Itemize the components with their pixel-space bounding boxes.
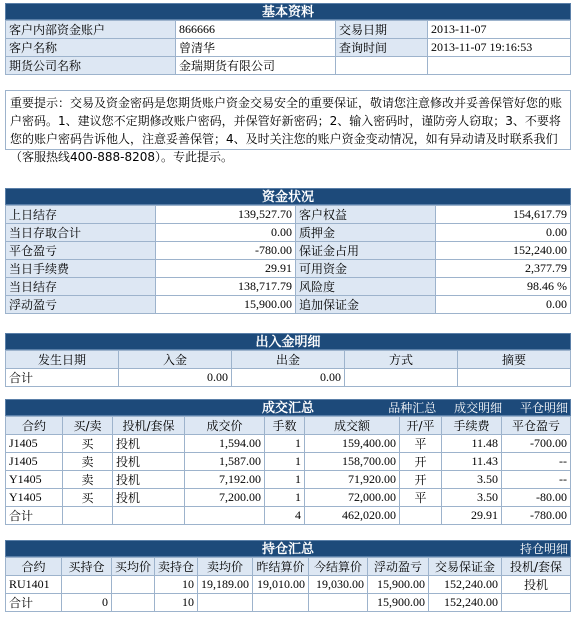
- link-position-details[interactable]: 持仓明细: [519, 542, 568, 556]
- trade-qty: 1: [265, 471, 305, 489]
- basic-info-table: [5, 20, 571, 75]
- positions-header: 交易保证金: [429, 558, 502, 576]
- funds-value: 98.46 %: [436, 278, 571, 296]
- empty-cell: [253, 594, 309, 612]
- pos-float-pl: 15,900.00: [368, 576, 429, 594]
- trades-header: 买/卖: [63, 417, 113, 435]
- trades-section: [5, 399, 571, 525]
- deposit-total-out: 0.00: [232, 369, 345, 387]
- empty-cell: [63, 507, 113, 525]
- link-variety-summary[interactable]: 品种汇总: [388, 401, 437, 415]
- positions-header: 买均价: [112, 558, 155, 576]
- funds-value: 154,617.79: [436, 206, 571, 224]
- trade-close-pl: --: [502, 453, 571, 471]
- trade-amount: 71,920.00: [305, 471, 400, 489]
- table-row: [6, 453, 571, 471]
- link-trade-details[interactable]: 成交明细: [454, 401, 503, 415]
- query-time-label: 查询时间: [336, 39, 428, 57]
- empty-cell: [345, 369, 458, 387]
- trades-table: [5, 416, 571, 525]
- trade-spec-hedge: 投机: [113, 489, 185, 507]
- positions-title-bar: [5, 540, 571, 557]
- empty-cell: [185, 507, 265, 525]
- trade-spec-hedge: 投机: [113, 471, 185, 489]
- positions-header: 合约: [6, 558, 62, 576]
- positions-section: [5, 540, 571, 612]
- trades-header: 投机/套保: [113, 417, 185, 435]
- positions-total-label: 合计: [6, 594, 62, 612]
- empty-cell: [458, 369, 571, 387]
- deposit-total-label: 合计: [6, 369, 119, 387]
- trade-price: 7,192.00: [185, 471, 265, 489]
- positions-header: 浮动盈亏: [368, 558, 429, 576]
- account-label: 客户内部资金账户: [6, 21, 176, 39]
- trade-contract: J1405: [6, 435, 63, 453]
- positions-total-margin: 152,240.00: [429, 594, 502, 612]
- trade-open-close: 平: [400, 435, 442, 453]
- funds-label: 当日结存: [6, 278, 156, 296]
- pos-contract: RU1401: [6, 576, 62, 594]
- positions-header: 买持仓: [62, 558, 112, 576]
- trade-date-label: 交易日期: [336, 21, 428, 39]
- deposit-title: 出入金明细: [5, 333, 571, 350]
- funds-value: 139,527.70: [156, 206, 296, 224]
- funds-section: [5, 188, 571, 314]
- trades-total-fee: 29.91: [442, 507, 502, 525]
- trade-fee: 11.48: [442, 435, 502, 453]
- funds-label: 可用资金: [296, 260, 436, 278]
- trade-close-pl: --: [502, 471, 571, 489]
- funds-label: 客户权益: [296, 206, 436, 224]
- table-row: [6, 489, 571, 507]
- deposit-section: [5, 333, 571, 387]
- trade-price: 1,587.00: [185, 453, 265, 471]
- important-notice: 重要提示：交易及资金密码是您期货账户资金交易安全的重要保证，敬请您注意修改并妥善保管好您的账户密码。1、建议您不定期修改账户密码，并保管好新密码；2、输入密码时，谨防旁人窃取；3、不要将您的账户密码告诉他人，注意妥善保管；4、及时关注您的账户资金变动情况，如有异动请及时联系我们（客服热线400-888-8208）。专此提示。: [5, 90, 571, 150]
- trade-date-value: 2013-11-07: [428, 21, 571, 39]
- trades-total-label: 合计: [6, 507, 63, 525]
- pos-prev-settle: 19,010.00: [253, 576, 309, 594]
- deposit-header: 出金: [232, 351, 345, 369]
- positions-header: 卖持仓: [155, 558, 198, 576]
- positions-total-fpl: 15,900.00: [368, 594, 429, 612]
- positions-total-buy: 0: [62, 594, 112, 612]
- pos-sell-price: 19,189.00: [198, 576, 253, 594]
- empty-cell: [113, 507, 185, 525]
- trade-close-pl: -80.00: [502, 489, 571, 507]
- link-close-details[interactable]: 平仓明细: [519, 401, 568, 415]
- deposit-table: [5, 350, 571, 387]
- funds-label: 追加保证金: [296, 296, 436, 314]
- pos-spec-hedge: 投机: [502, 576, 571, 594]
- deposit-header: 摘要: [458, 351, 571, 369]
- funds-label: 当日存取合计: [6, 224, 156, 242]
- trades-links: [374, 400, 568, 417]
- positions-table: [5, 557, 571, 612]
- trade-open-close: 开: [400, 471, 442, 489]
- positions-header: 卖均价: [198, 558, 253, 576]
- funds-row: [6, 296, 571, 314]
- trades-header: 成交价: [185, 417, 265, 435]
- funds-row: [6, 242, 571, 260]
- pos-margin: 152,240.00: [429, 576, 502, 594]
- pos-buy-price: [112, 576, 155, 594]
- funds-label: 保证金占用: [296, 242, 436, 260]
- trade-amount: 72,000.00: [305, 489, 400, 507]
- deposit-header: 发生日期: [6, 351, 119, 369]
- trades-title: 成交汇总: [261, 401, 314, 416]
- trades-title-bar: [5, 399, 571, 416]
- company-label: 期货公司名称: [6, 57, 176, 75]
- trade-fee: 11.43: [442, 453, 502, 471]
- funds-value: 152,240.00: [436, 242, 571, 260]
- funds-label: 平仓盈亏: [6, 242, 156, 260]
- query-time-value: 2013-11-07 19:16:53: [428, 39, 571, 57]
- positions-links: [506, 541, 568, 558]
- trade-close-pl: -700.00: [502, 435, 571, 453]
- funds-table: [5, 205, 571, 314]
- pos-today-settle: 19,030.00: [309, 576, 368, 594]
- name-value: 曾清华: [176, 39, 336, 57]
- funds-row: [6, 278, 571, 296]
- basic-info-title: 基本资料: [5, 3, 571, 20]
- funds-value: 0.00: [436, 224, 571, 242]
- trade-contract: Y1405: [6, 489, 63, 507]
- trade-fee: 3.50: [442, 489, 502, 507]
- empty-cell: [309, 594, 368, 612]
- trade-qty: 1: [265, 489, 305, 507]
- trade-side: 卖: [63, 471, 113, 489]
- table-row: [6, 576, 571, 594]
- name-label: 客户名称: [6, 39, 176, 57]
- positions-title: 持仓汇总: [261, 542, 314, 557]
- funds-label: 浮动盈亏: [6, 296, 156, 314]
- positions-header: 今结算价: [309, 558, 368, 576]
- empty-cell: [428, 57, 571, 75]
- company-value: 金瑞期货有限公司: [176, 57, 336, 75]
- pos-buy-qty: [62, 576, 112, 594]
- trade-fee: 3.50: [442, 471, 502, 489]
- trades-total-amt: 462,020.00: [305, 507, 400, 525]
- trades-header: 手数: [265, 417, 305, 435]
- trades-header: 平仓盈亏: [502, 417, 571, 435]
- positions-header: 昨结算价: [253, 558, 309, 576]
- account-value: 866666: [176, 21, 336, 39]
- empty-cell: [502, 594, 571, 612]
- trades-header: 开/平: [400, 417, 442, 435]
- trades-header: 成交额: [305, 417, 400, 435]
- trade-qty: 1: [265, 435, 305, 453]
- funds-value: 15,900.00: [156, 296, 296, 314]
- funds-value: 2,377.79: [436, 260, 571, 278]
- trade-open-close: 平: [400, 489, 442, 507]
- trade-amount: 159,400.00: [305, 435, 400, 453]
- funds-value: 29.91: [156, 260, 296, 278]
- trade-spec-hedge: 投机: [113, 453, 185, 471]
- trades-header: 手续费: [442, 417, 502, 435]
- table-row: [6, 435, 571, 453]
- table-row: [6, 471, 571, 489]
- funds-label: 上日结存: [6, 206, 156, 224]
- deposit-total-in: 0.00: [119, 369, 232, 387]
- funds-value: 0.00: [436, 296, 571, 314]
- empty-cell: [112, 594, 155, 612]
- trade-contract: J1405: [6, 453, 63, 471]
- empty-cell: [198, 594, 253, 612]
- funds-value: 138,717.79: [156, 278, 296, 296]
- trade-open-close: 开: [400, 453, 442, 471]
- empty-cell: [400, 507, 442, 525]
- funds-label: 质押金: [296, 224, 436, 242]
- trade-amount: 158,700.00: [305, 453, 400, 471]
- pos-sell-qty: 10: [155, 576, 198, 594]
- funds-value: 0.00: [156, 224, 296, 242]
- funds-label: 当日手续费: [6, 260, 156, 278]
- positions-header: 投机/套保: [502, 558, 571, 576]
- empty-cell: [336, 57, 428, 75]
- trades-header: 合约: [6, 417, 63, 435]
- funds-row: [6, 206, 571, 224]
- funds-row: [6, 224, 571, 242]
- deposit-header: 方式: [345, 351, 458, 369]
- trade-side: 买: [63, 489, 113, 507]
- trade-contract: Y1405: [6, 471, 63, 489]
- basic-info-section: [5, 3, 571, 75]
- trade-spec-hedge: 投机: [113, 435, 185, 453]
- funds-value: -780.00: [156, 242, 296, 260]
- trade-price: 1,594.00: [185, 435, 265, 453]
- funds-label: 风险度: [296, 278, 436, 296]
- trade-side: 买: [63, 435, 113, 453]
- trade-price: 7,200.00: [185, 489, 265, 507]
- trades-total-pl: -780.00: [502, 507, 571, 525]
- trade-side: 卖: [63, 453, 113, 471]
- trade-qty: 1: [265, 453, 305, 471]
- funds-row: [6, 260, 571, 278]
- funds-title: 资金状况: [5, 188, 571, 205]
- deposit-header: 入金: [119, 351, 232, 369]
- trades-total-qty: 4: [265, 507, 305, 525]
- positions-total-sell: 10: [155, 594, 198, 612]
